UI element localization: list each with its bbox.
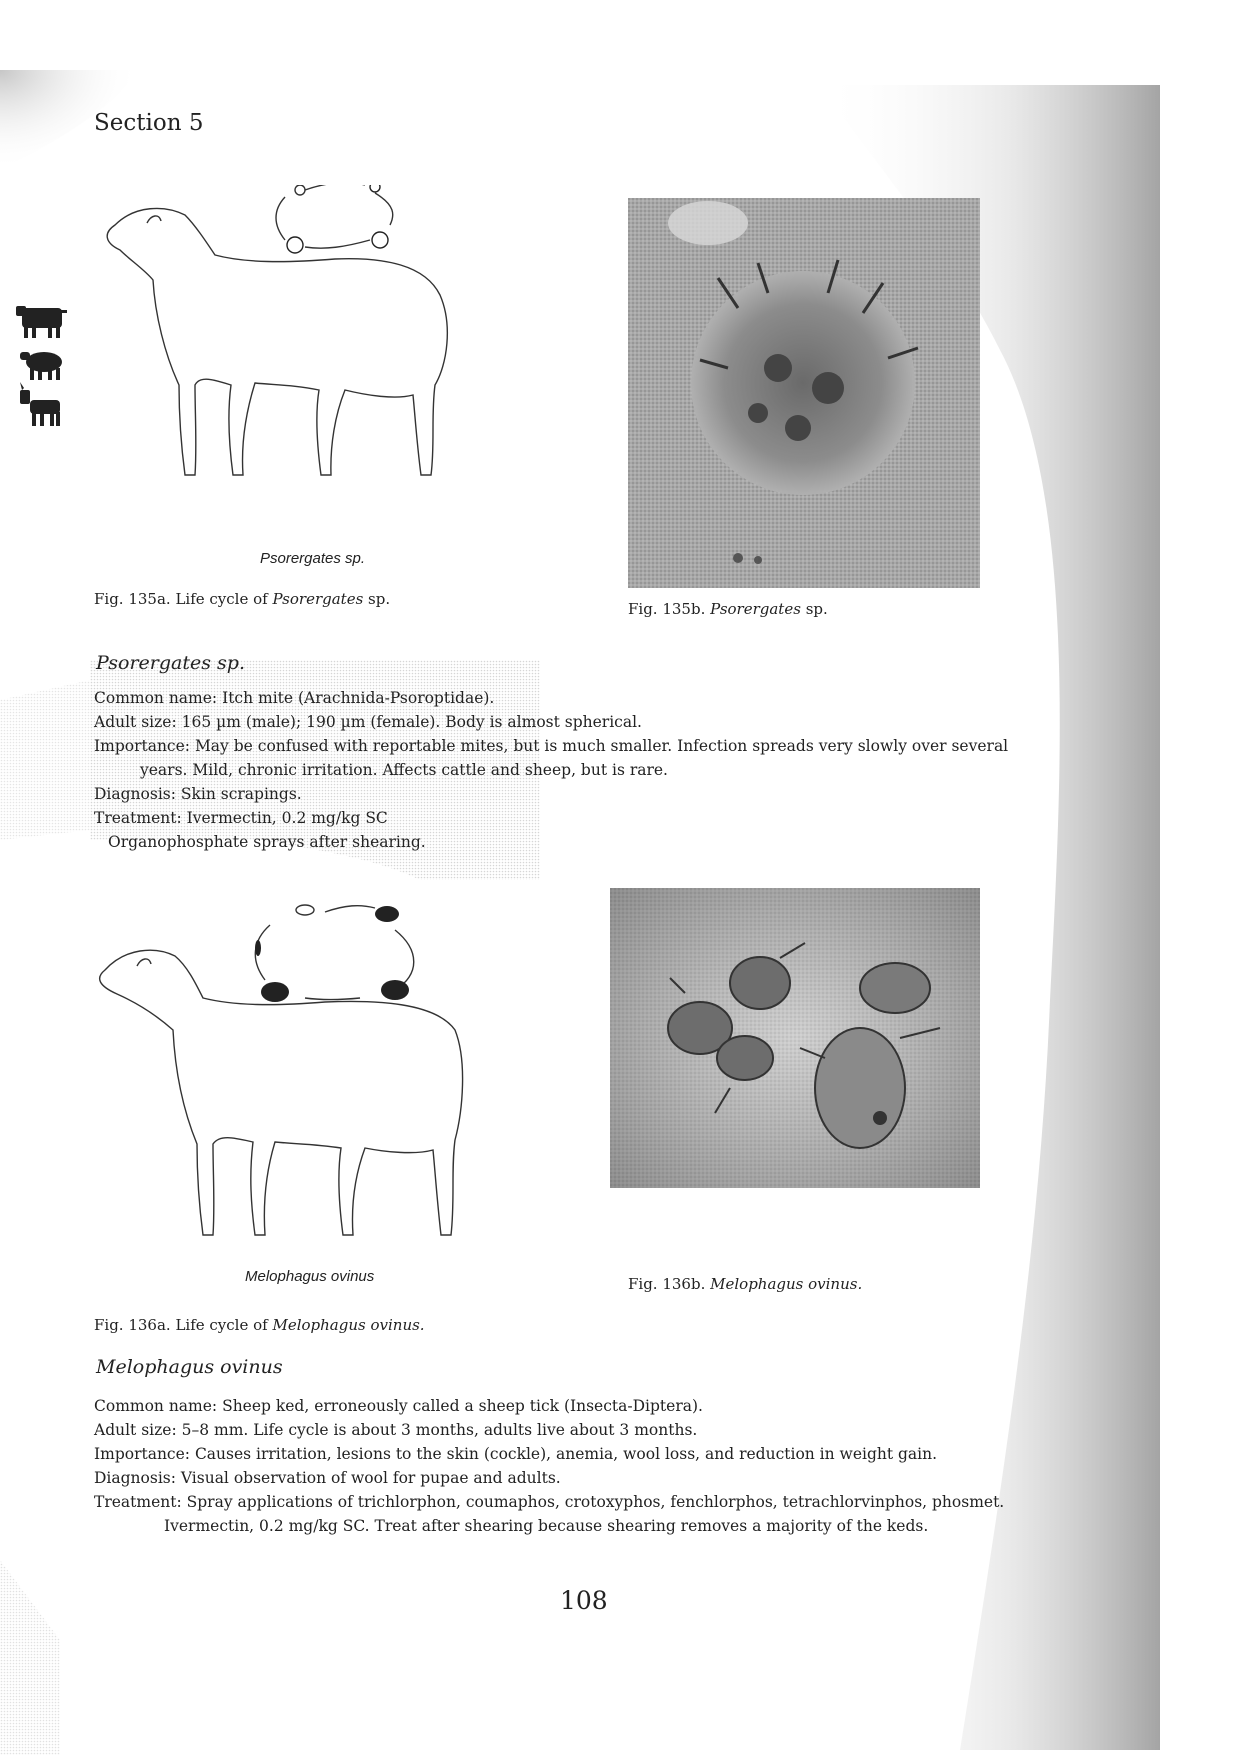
fig136a-caption [94, 1316, 425, 1334]
fig135a-caption-prefix: Fig. 135a. Life cycle of [94, 590, 273, 608]
fig136b-caption [628, 1275, 862, 1293]
page-number: 108 [560, 1586, 608, 1615]
fig136b-caption-prefix: Fig. 136b. [628, 1275, 711, 1293]
psorergates-diagnosis: Diagnosis: Skin scrapings. [94, 785, 302, 803]
melophagus-diagnosis: Diagnosis: Visual observation of wool for pupae and adults. [94, 1469, 561, 1487]
sheep-icon [20, 352, 62, 380]
psorergates-common-name: Common name: Itch mite (Arachnida-Psoroptidae). [94, 689, 495, 707]
psorergates-treatment-cont: Organophosphate sprays after shearing. [108, 833, 426, 851]
cattle-icon [16, 306, 67, 338]
fig136b-caption-genus: Melophagus ovinus. [710, 1275, 863, 1293]
psorergates-treatment: Treatment: Ivermectin, 0.2 mg/kg SC [94, 809, 388, 827]
fig136a-caption-genus: Melophagus ovinus. [272, 1316, 425, 1334]
melophagus-treatment-cont: Ivermectin, 0.2 mg/kg SC. Treat after shearing because shearing removes a majority of the keds. [164, 1517, 929, 1535]
fig135a-drawing [95, 185, 495, 535]
fig135a-caption-genus: Psorergates [272, 590, 364, 608]
psorergates-importance-cont: years. Mild, chronic irritation. Affects cattle and sheep, but is rare. [140, 761, 668, 779]
psorergates-text [94, 686, 1008, 854]
melophagus-importance: Importance: Causes irritation, lesions to the skin (cockle), anemia, wool loss, and reduction in weight gain. [94, 1445, 938, 1463]
fig135b-caption-prefix: Fig. 135b. [628, 600, 711, 618]
fig136a-caption-prefix: Fig. 136a. Life cycle of [94, 1316, 273, 1334]
fig135b-caption [628, 600, 828, 618]
melophagus-heading: Melophagus ovinus [96, 1356, 283, 1378]
goat-icon [20, 382, 60, 426]
fig135a-drawing-label: Psorergates sp. [260, 550, 366, 567]
fig135a-caption-suffix: sp. [363, 590, 391, 608]
melophagus-text [94, 1394, 1004, 1538]
melophagus-common-name: Common name: Sheep ked, erroneously called a sheep tick (Insecta-Diptera). [94, 1397, 703, 1415]
fig135b-caption-genus: Psorergates [710, 600, 801, 618]
section-label: Section 5 [94, 110, 204, 136]
species-icons [14, 300, 74, 450]
fig136a-drawing-label: Melophagus ovinus [245, 1268, 375, 1285]
fig135a-caption [94, 590, 390, 608]
psorergates-adult-size: Adult size: 165 µm (male); 190 µm (female). Body is almost spherical. [94, 713, 642, 731]
fig136b-photo [610, 888, 980, 1188]
melophagus-treatment: Treatment: Spray applications of trichlorphon, coumaphos, crotoxyphos, fenchlorphos, tetrachlorvinphos, phosmet. [94, 1493, 1005, 1511]
psorergates-importance: Importance: May be confused with reportable mites, but is much smaller. Infection spreads very slowly over several [94, 737, 1009, 755]
fig135b-caption-suffix: sp. [800, 600, 828, 618]
psorergates-heading: Psorergates sp. [96, 652, 245, 674]
fig136a-drawing [95, 890, 495, 1260]
melophagus-adult-size: Adult size: 5–8 mm. Life cycle is about 3 months, adults live about 3 months. [94, 1421, 698, 1439]
fig135b-photo [628, 198, 980, 588]
